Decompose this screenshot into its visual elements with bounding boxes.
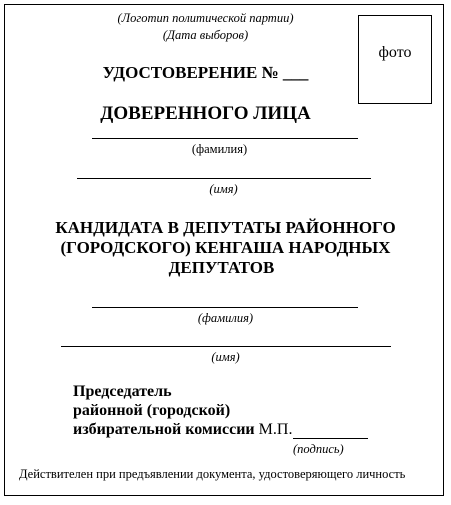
candidate-name-caption: (имя) xyxy=(211,350,240,364)
commission-signature-row xyxy=(73,421,292,439)
photo-label: фото xyxy=(378,44,412,61)
election-date-note: (Дата выборов) xyxy=(162,28,249,42)
surname-caption: (фамилия) xyxy=(191,142,248,156)
signature-caption: (подпись) xyxy=(293,442,344,456)
surname-line xyxy=(92,138,358,139)
election-commission-label: избирательной комиссии xyxy=(73,421,255,438)
party-logo-note: (Логотип политической партии) xyxy=(117,11,294,25)
candidate-name-line xyxy=(61,346,391,347)
validity-note: Действителен при предъявлении документа, удостоверяющего личность xyxy=(19,467,406,481)
certificate-title: УДОСТОВЕРЕНИЕ № ___ xyxy=(102,63,309,82)
commission-line: районной (городской) xyxy=(73,402,231,419)
photo-placeholder xyxy=(358,15,432,104)
candidate-line-2: (ГОРОДСКОГО) КЕНГАША НАРОДНЫХ xyxy=(60,238,391,257)
stamp-label: М.П. xyxy=(258,421,293,438)
signature-line xyxy=(293,438,368,439)
candidate-surname-caption: (фамилия) xyxy=(197,311,254,325)
trusted-person-title: ДОВЕРЕННОГО ЛИЦА xyxy=(100,103,311,124)
name-caption: (имя) xyxy=(209,182,238,196)
candidate-line-3: ДЕПУТАТОВ xyxy=(168,258,275,277)
chairman-title: Председатель xyxy=(73,383,172,400)
name-line xyxy=(77,178,371,179)
candidate-surname-line xyxy=(92,307,358,308)
candidate-line-1: КАНДИДАТА В ДЕПУТАТЫ РАЙОННОГО xyxy=(55,218,396,237)
